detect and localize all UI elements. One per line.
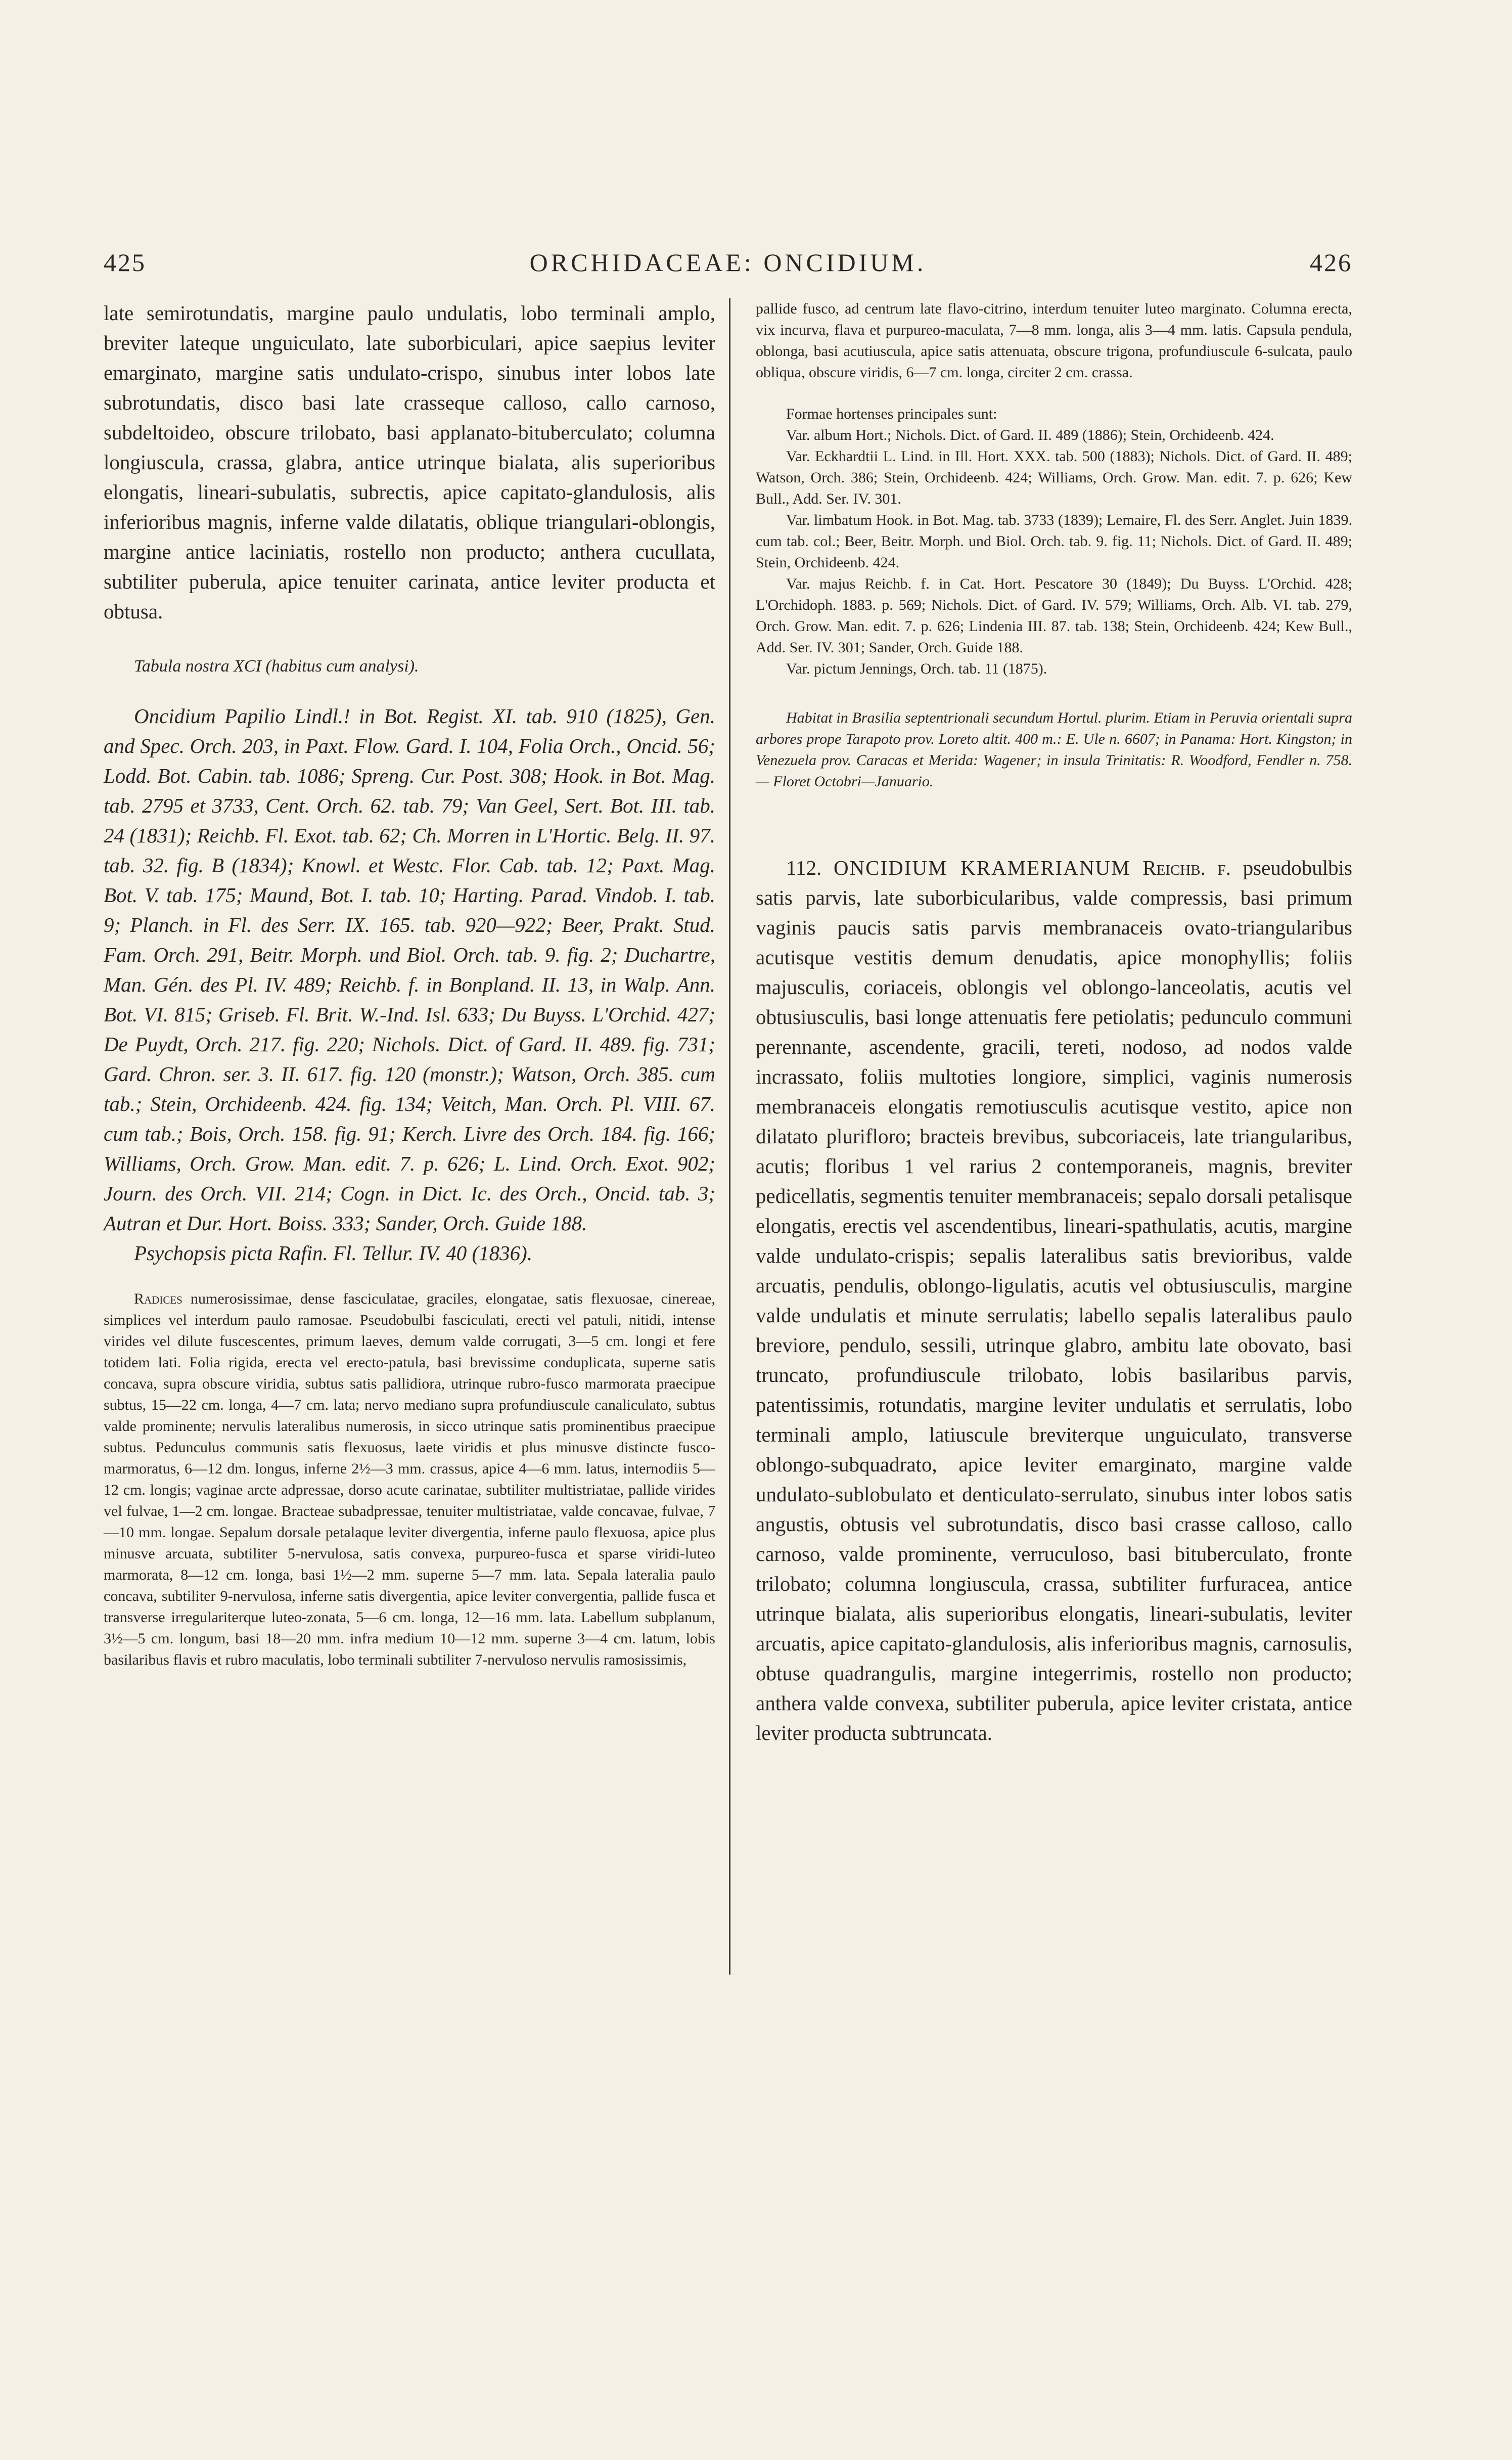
page-number-right: 426 — [1310, 248, 1352, 277]
variety-album: Var. album Hort.; Nichols. Dict. of Gard. II. 489 (1886); Stein, Orchideenb. 424. — [786, 427, 1274, 443]
running-title: ORCHIDACEAE: ONCIDIUM. — [529, 248, 927, 277]
variety-limbatum: Var. limbatum Hook. in Bot. Mag. tab. 3733 (1839); Lemaire, Fl. des Serr. Anglet. Juin 1839. cum tab. col.; Beer, Beitr. Morph. und Biol. Orch. tab. 9. fig. 11; Nichols. Dict. of Gard. II. 489; Stein, Orchideenb. 424. — [756, 512, 1352, 571]
right-column — [756, 298, 1352, 1769]
species-entry — [756, 853, 1352, 1748]
plate-caption: Tabula nostra XCI (habitus cum analysi). — [134, 657, 419, 676]
synonym: Psychopsis picta Rafin. Fl. Tellur. IV. 40 (1836). — [134, 1241, 533, 1265]
description-continuation: late semirotundatis, margine paulo undulatis, lobo terminali amplo, breviter lateque unguiculato, late suborbiculari, apice saepius leviter emarginato, margine satis undulato-crispo, sinubus inter lobos late subrotundatis, disco basi late crasseque calloso, callo carnoso, subdeltoideo, obscure trilobato, basi applanato-bituberculato; columna longiuscula, crassa, glabra, antice utrinque bialata, alis superioribus elongatis, lineari-subulatis, subrectis, apice capitato-glandulosis, alis inferioribus magnis, inferne valde dilatatis, oblique triangulari-oblongis, margine antice laciniatis, rostello non producto; anthera cucullata, subtiliter puberula, apice tenuiter carinata, antice leviter producta et obtusa. — [104, 301, 715, 623]
variety-majus: Var. majus Reichb. f. in Cat. Hort. Pescatore 30 (1849); Du Buyss. L'Orchid. 428; L'Orchidoph. 1883. p. 569; Nichols. Dict. of Gard. IV. 579; Williams, Orch. Alb. VI. tab. 279, Orch. Grow. Man. edit. 7. p. 626; Lindenia III. 87. tab. 138; Stein, Orchideenb. 424; Kew Bull., Add. Ser. IV. 301; Sander, Orch. Guide 188. — [756, 575, 1352, 656]
page-number-left: 425 — [104, 248, 146, 277]
variety-pictum: Var. pictum Jennings, Orch. tab. 11 (1875). — [786, 660, 1047, 677]
left-column — [104, 298, 715, 1671]
forms-intro: Formae hortenses principales sunt: — [786, 406, 997, 422]
species-number: 112. — [786, 856, 822, 879]
species-description: pseudobulbis satis parvis, late suborbicularibus, valde compressis, basi primum vaginis paucis satis parvis membranaceis ovato-triangularibus acutisque vestitis demum denudatis, apice monophyllis; foliis majusculis, coriaceis, oblongis vel oblongo-lanceolatis, acutis vel obtusiusculis, basi longe attenuatis fere petiolatis; pedunculo communi perennante, ascendente, gracili, tereti, nodoso, ad nodos valde incrassato, foliis multoties longiore, simplici, vaginis numerosis membranaceis elongatis remotiusculis acutisque vestito, apice non dilatato plurifloro; bracteis brevibus, subcoriaceis, late triangularibus, acutis; floribus 1 vel rarius 2 contemporaneis, magnis, breviter pedicellatis, segmentis tenuiter membranaceis; sepalo dorsali petalisque elongatis, erectis vel ascendentibus, lineari-spathulatis, acutis, margine valde undulato-crispis; sepalis lateralibus satis brevioribus, valde arcuatis, pendulis, oblongo-ligulatis, acutis vel obtusiusculis, margine valde undulatis et minute serrulatis; labello sepalis lateralibus paulo breviore, pendulo, sessili, utrinque glabro, ambitu late obovato, basi truncato, profundiuscule trilobato, lobis basilaribus parvis, patentissimis, rotundatis, margine leviter undulatis et serrulatis, lobo terminali amplo, latiuscule breviterque unguiculato, transverse oblongo-subquadrato, apice leviter emarginato, margine valde undulato-sublobulato et denticulato-serrulato, sinubus inter lobos satis angustis, obtusis vel subrotundatis, disco basi crasse calloso, callo carnoso, valde prominente, verruculoso, basi bituberculato, fronte trilobato; columna longiuscula, crassa, subtiliter furfuracea, antice utrinque bialata, alis superioribus elongatis, lineari-subulatis, leviter arcuatis, apice capitato-glandulosis, alis inferioribus magnis, carnosulis, obtuse quadrangulis, margine integerrimis, rostello non producto; anthera valde convexa, subtiliter puberula, apice leviter cristata, antice leviter producta subtruncata. — [756, 856, 1353, 1745]
species-author: Reichb. f. — [1142, 856, 1231, 879]
details-text: numerosissimae, dense fasciculatae, graciles, elongatae, satis flexuosae, cinereae, simplices vel interdum paulo ramosae. Pseudobulbi fasciculati, erecti vel patuli, nitidi, intense virides vel dilute fuscescentes, primum laeves, demum valde corrugati, 3—5 cm. longi et fere totidem lati. Folia rigida, erecta vel erecto-patula, basi brevissime conduplicata, superne satis concava, supra obscure viridia, subtus satis pallidiora, utrinque rubro-fusco marmorata praecipue subtus, 15—22 cm. longa, 4—7 cm. lata; nervo mediano supra profundiuscule canaliculato, subtus valde prominente; nervulis lateralibus numerosis, in sicco utrinque satis prominentibus praecipue subtus. Pedunculus communis satis flexuosus, laete viridis et plus minusve distincte fusco-marmoratus, 6—12 dm. longus, inferne 2½—3 mm. crassus, apice 4—6 mm. latus, internodiis 5—12 cm. longis; vaginae arcte adpressae, dorso acute carinatae, subtiliter multistriatae, pallide virides vel fulvae, 1—2 cm. longae. Bracteae subadpressae, tenuiter multistriatae, valde concavae, fulvae, 7—10 mm. longae. Sepalum dorsale petalaque leviter divergentia, inferne paulo flexuosa, apice plus minusve arcuata, subtiliter 5-nervulosa, satis convexa, purpureo-fusca et sparse viridi-luteo marmorata, 8—12 cm. longa, basi 1½—2 mm. superne 5—7 mm. lata. Sepala lateralia paulo concava, subtiliter 9-nervulosa, inferne satis divergentia, apice leviter convergentia, pallide fusca et transverse irregulariterque luteo-zonata, 5—6 cm. longa, 12—16 mm. lata. Labellum subplanum, 3½—5 cm. longum, basi 18—20 mm. infra medium 10—12 mm. superne 3—4 cm. latum, lobis basilaribus flavis et rubro maculatis, lobo terminali subtiliter 7-nervuloso nervulis ramosissimis, — [104, 1290, 715, 1668]
variety-eckhardtii: Var. Eckhardtii L. Lind. in Ill. Hort. XXX. tab. 500 (1883); Nichols. Dict. of Gard. II. 489; Watson, Orch. 386; Stein, Orchideenb. 424; Williams, Orch. Grow. Man. edit. 7. p. 626; Kew Bull., Add. Ser. IV. 301. — [756, 448, 1352, 507]
running-header — [104, 248, 1352, 288]
species-name: ONCIDIUM KRAMERIANUM — [833, 856, 1131, 879]
details-head: Radices — [134, 1290, 182, 1307]
literature-references: Oncidium Papilio Lindl.! in Bot. Regist. XI. tab. 910 (1825), Gen. and Spec. Orch. 203, in Paxt. Flow. Gard. I. 104, Folia Orch., Oncid. 56; Lodd. Bot. Cabin. tab. 1086; Spreng. Cur. Post. 308; Hook. in Bot. Mag. tab. 2795 et 3733, Cent. Orch. 62. tab. 79; Van Geel, Sert. Bot. III. tab. 24 (1831); Reichb. Fl. Exot. tab. 62; Ch. Morren in L'Hortic. Belg. II. 97. tab. 32. fig. B (1834); Knowl. et Westc. Flor. Cab. tab. 12; Paxt. Mag. Bot. V. tab. 175; Maund, Bot. I. tab. 10; Harting. Parad. Vindob. I. tab. 9; Planch. in Fl. des Serr. IX. 165. tab. 920—922; Beer, Prakt. Stud. Fam. Orch. 291, Beitr. Morph. und Biol. Orch. tab. 9. fig. 2; Duchartre, Man. Gén. des Pl. IV. 489; Reichb. f. in Bonpland. II. 13, in Walp. Ann. Bot. VI. 815; Griseb. Fl. Brit. W.-Ind. Isl. 633; Du Buyss. L'Orchid. 427; De Puydt, Orch. 217. fig. 220; Nichols. Dict. of Gard. II. 489. fig. 731; Gard. Chron. ser. 3. II. 617. fig. 120 (monstr.); Watson, Orch. 385. cum tab.; Stein, Orchideenb. 424. fig. 134; Veitch, Man. Orch. Pl. VIII. 67. cum tab.; Bois, Orch. 158. fig. 91; Kerch. Livre des Orch. 184. fig. 166; Williams, Orch. Grow. Man. edit. 7. p. 626; L. Lind. Orch. Exot. 902; Journ. des Orch. VII. 214; Cogn. in Dict. Ic. des Orch., Oncid. tab. 3; Autran et Dur. Hort. Boiss. 333; Sander, Orch. Guide 188. — [104, 704, 715, 1235]
description-continuation-right: pallide fusco, ad centrum late flavo-citrino, interdum tenuiter luteo marginato. Columna erecta, vix incurva, flava et purpureo-maculata, 7—8 mm. longa, alis 3—4 mm. latis. Capsula pendula, oblonga, basi acutiuscula, apice satis attenuata, obscure trigona, profundiuscule 6-sulcata, paulo obliqua, obscure viridis, 6—7 cm. longa, circiter 2 cm. crassa. — [756, 300, 1352, 381]
detailed-description — [104, 1288, 715, 1671]
column-divider — [729, 298, 730, 1975]
habitat: Habitat in Brasilia septentrionali secundum Hortul. plurim. Etiam in Peruvia orientali supra arbores prope Tarapoto prov. Loreto altit. 400 m.: E. Ule n. 6607; in Panama: Hort. Kingston; in Venezuela prov. Caracas et Merida: Wagener; in insula Trinitatis: R. Woodford, Fendler n. 758. — Floret Octobri—Januario. — [756, 709, 1352, 790]
